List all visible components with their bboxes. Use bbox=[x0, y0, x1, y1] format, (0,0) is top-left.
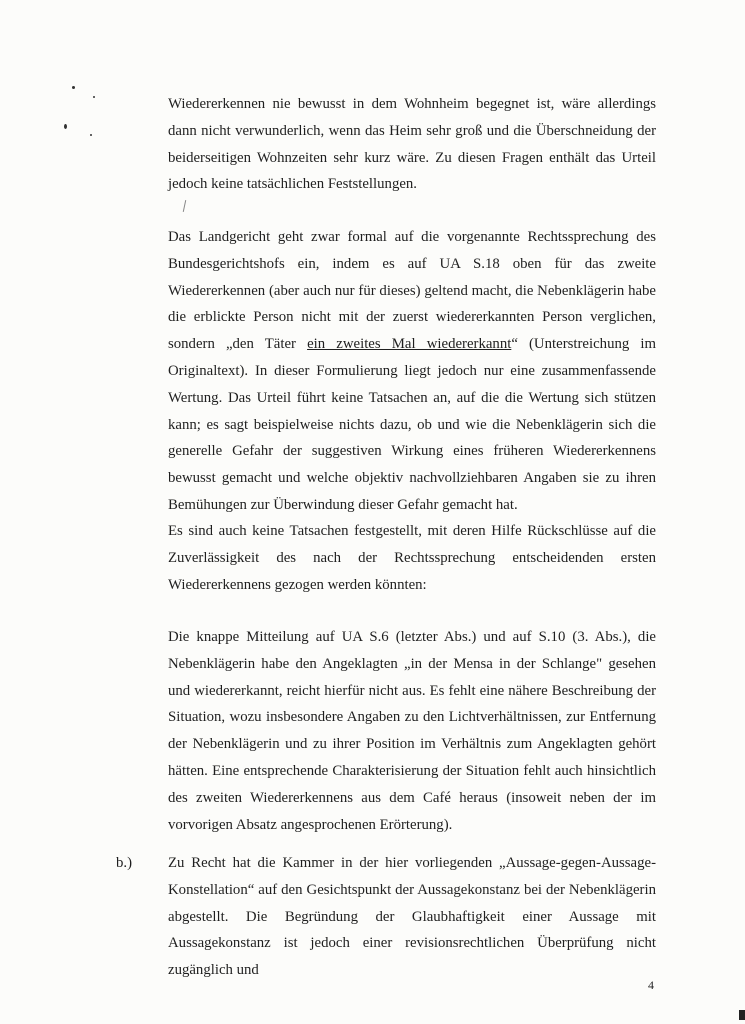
paragraph-1: Wiedererkennen nie bewusst in dem Wohnheim begegnet ist, wäre allerdings dann nicht verwunderlich, wenn das Heim sehr groß und die Überschneidung der beiderseitigen Wohnzeiten sehr kurz wäre. Zu diesen Fragen enthält das Urteil jedoch keine tatsächlichen Feststellungen. bbox=[168, 96, 656, 193]
underlined-quote: ein zweites Mal wiedererkannt bbox=[307, 336, 512, 353]
stray-pen-mark bbox=[183, 200, 186, 212]
section-b-paragraph: Zu Recht hat die Kammer in der hier vorliegenden „Aussage-gegen-Aussage-Konstellation“ auf den Gesichtspunkt der Aussagekonstanz bei der Nebenklägerin abgestellt. Die Begründung der Glaubhaftigkeit einer Aussage mit Aussagekonstanz ist jedoch einer revisionsrechtlichen Überprüfung nicht zugänglich und bbox=[168, 855, 656, 979]
paragraph-4: Die knappe Mitteilung auf UA S.6 (letzter Abs.) und auf S.10 (3. Abs.), die Nebenklägerin habe den Angeklagten „in der Mensa in der Schlange" gesehen und wiedererkannt, reicht hierfür nicht aus. Es fehlt eine nähere Beschreibung der Situation, wozu insbesondere Angaben zu den Lichtverhältnissen, zur Entfernung der Nebenklägerin und zu ihrer Position im Verhältnis zum Angeklagten gehört hätten. Eine entsprechende Charakterisierung der Situation fehlt auch hinsichtlich des zweiten Wiedererkennens aus dem Café heraus (insoweit neben der im vorvorigen Absatz angesprochenen Erörterung). bbox=[168, 629, 656, 833]
section-label: b.) bbox=[116, 855, 133, 871]
paragraph-2-text-b: “ (Unterstreichung im Originaltext). In dieser Formulierung liegt jedoch nur eine zusammenfassende Wertung. Das Urteil führt keine Tatsachen an, auf die die Wertung sich stützen kann; es sagt beispielweise nichts dazu, ob und wie die Nebenklägerin sich die generelle Gefahr der suggestiven Wirkung eines früheren Wiedererkennens bewusst gemacht und welche objektiv nachvollziehbaren Angaben sie zu ihren Bemühungen zur Überwindung dieser Gefahr gemacht hat. bbox=[168, 336, 656, 513]
page-number: 4 bbox=[648, 978, 654, 992]
edge-mark bbox=[739, 1010, 745, 1020]
scan-speck bbox=[90, 134, 92, 136]
scan-speck bbox=[93, 96, 95, 98]
scan-speck bbox=[64, 124, 67, 129]
paragraph-2 bbox=[168, 224, 656, 519]
scan-speck bbox=[72, 86, 75, 89]
paragraph-2-text-a: Das Landgericht geht zwar formal auf die vorgenannte Rechtssprechung des Bundesgerichtshofs ein, indem es auf UA S.18 oben für das zweite Wiedererkennen (aber auch nur für dieses) geltend macht, die Nebenklägerin habe die erblickte Person nicht mit der zuerst wiedererkannten Person verglichen, sondern „den Täter bbox=[168, 229, 656, 353]
paragraph-3: Es sind auch keine Tatsachen festgestellt, mit deren Hilfe Rückschlüsse auf die Zuverlässigkeit des nach der Rechtssprechung entscheidenden ersten Wiedererkennens gezogen werden könnten: bbox=[168, 523, 656, 593]
